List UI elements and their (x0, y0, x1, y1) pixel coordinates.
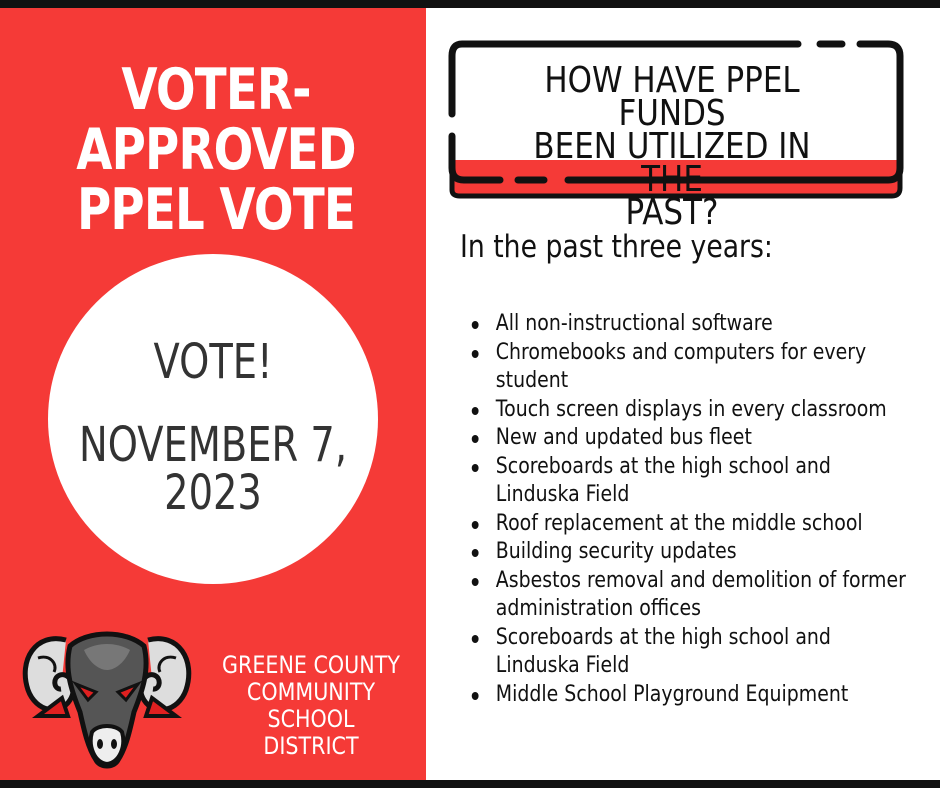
list-item-text: All non-instructional software (495, 311, 773, 336)
vote-label: VOTE! (153, 334, 273, 390)
poster-canvas (0, 8, 940, 780)
bullet-icon (472, 549, 479, 557)
bullet-icon (472, 435, 479, 443)
subheading: In the past three years: (460, 229, 773, 265)
bullet-icon (472, 692, 479, 700)
district-name: GREENE COUNTY COMMUNITY SCHOOL DISTRICT (222, 651, 400, 760)
bullet-icon (472, 350, 479, 358)
list-item (470, 567, 917, 624)
list-item-text: Building security updates (495, 539, 737, 564)
list-item (470, 453, 917, 510)
list-item (470, 510, 917, 539)
ram-mascot-icon (18, 620, 196, 780)
bullet-icon (472, 521, 479, 529)
funds-list (470, 310, 917, 709)
list-item (470, 681, 917, 710)
list-item-text: Chromebooks and computers for every student (495, 339, 867, 393)
question-title: HOW HAVE PPEL FUNDS BEEN UTILIZED IN THE PAST? (533, 60, 811, 233)
list-item (470, 396, 917, 425)
bullet-icon (472, 464, 479, 472)
list-item-text: Asbestos removal and demolition of former administration offices (495, 567, 906, 621)
list-item-text: New and updated bus fleet (495, 425, 752, 450)
list-item-text: Middle School Playground Equipment (495, 681, 849, 707)
list-item (470, 339, 917, 396)
list-item (470, 624, 917, 681)
list-item (470, 310, 917, 339)
list-item-text: Scoreboards at the high school and Linduska Field (495, 453, 831, 507)
bullet-icon (472, 635, 479, 643)
list-item-text: Scoreboards at the high school and Linduska Field (495, 624, 831, 678)
list-item-text: Touch screen displays in every classroom (495, 396, 887, 422)
bullet-icon (472, 578, 479, 586)
bullet-icon (472, 407, 479, 415)
bullet-icon (472, 321, 479, 329)
list-item-text: Roof replacement at the middle school (495, 510, 863, 536)
left-panel (0, 8, 426, 780)
list-item (470, 424, 917, 453)
headline: VOTER- APPROVED PPEL VOTE (76, 57, 356, 243)
list-item (470, 538, 917, 567)
date-circle (48, 254, 378, 584)
election-date: NOVEMBER 7, 2023 (78, 417, 348, 521)
